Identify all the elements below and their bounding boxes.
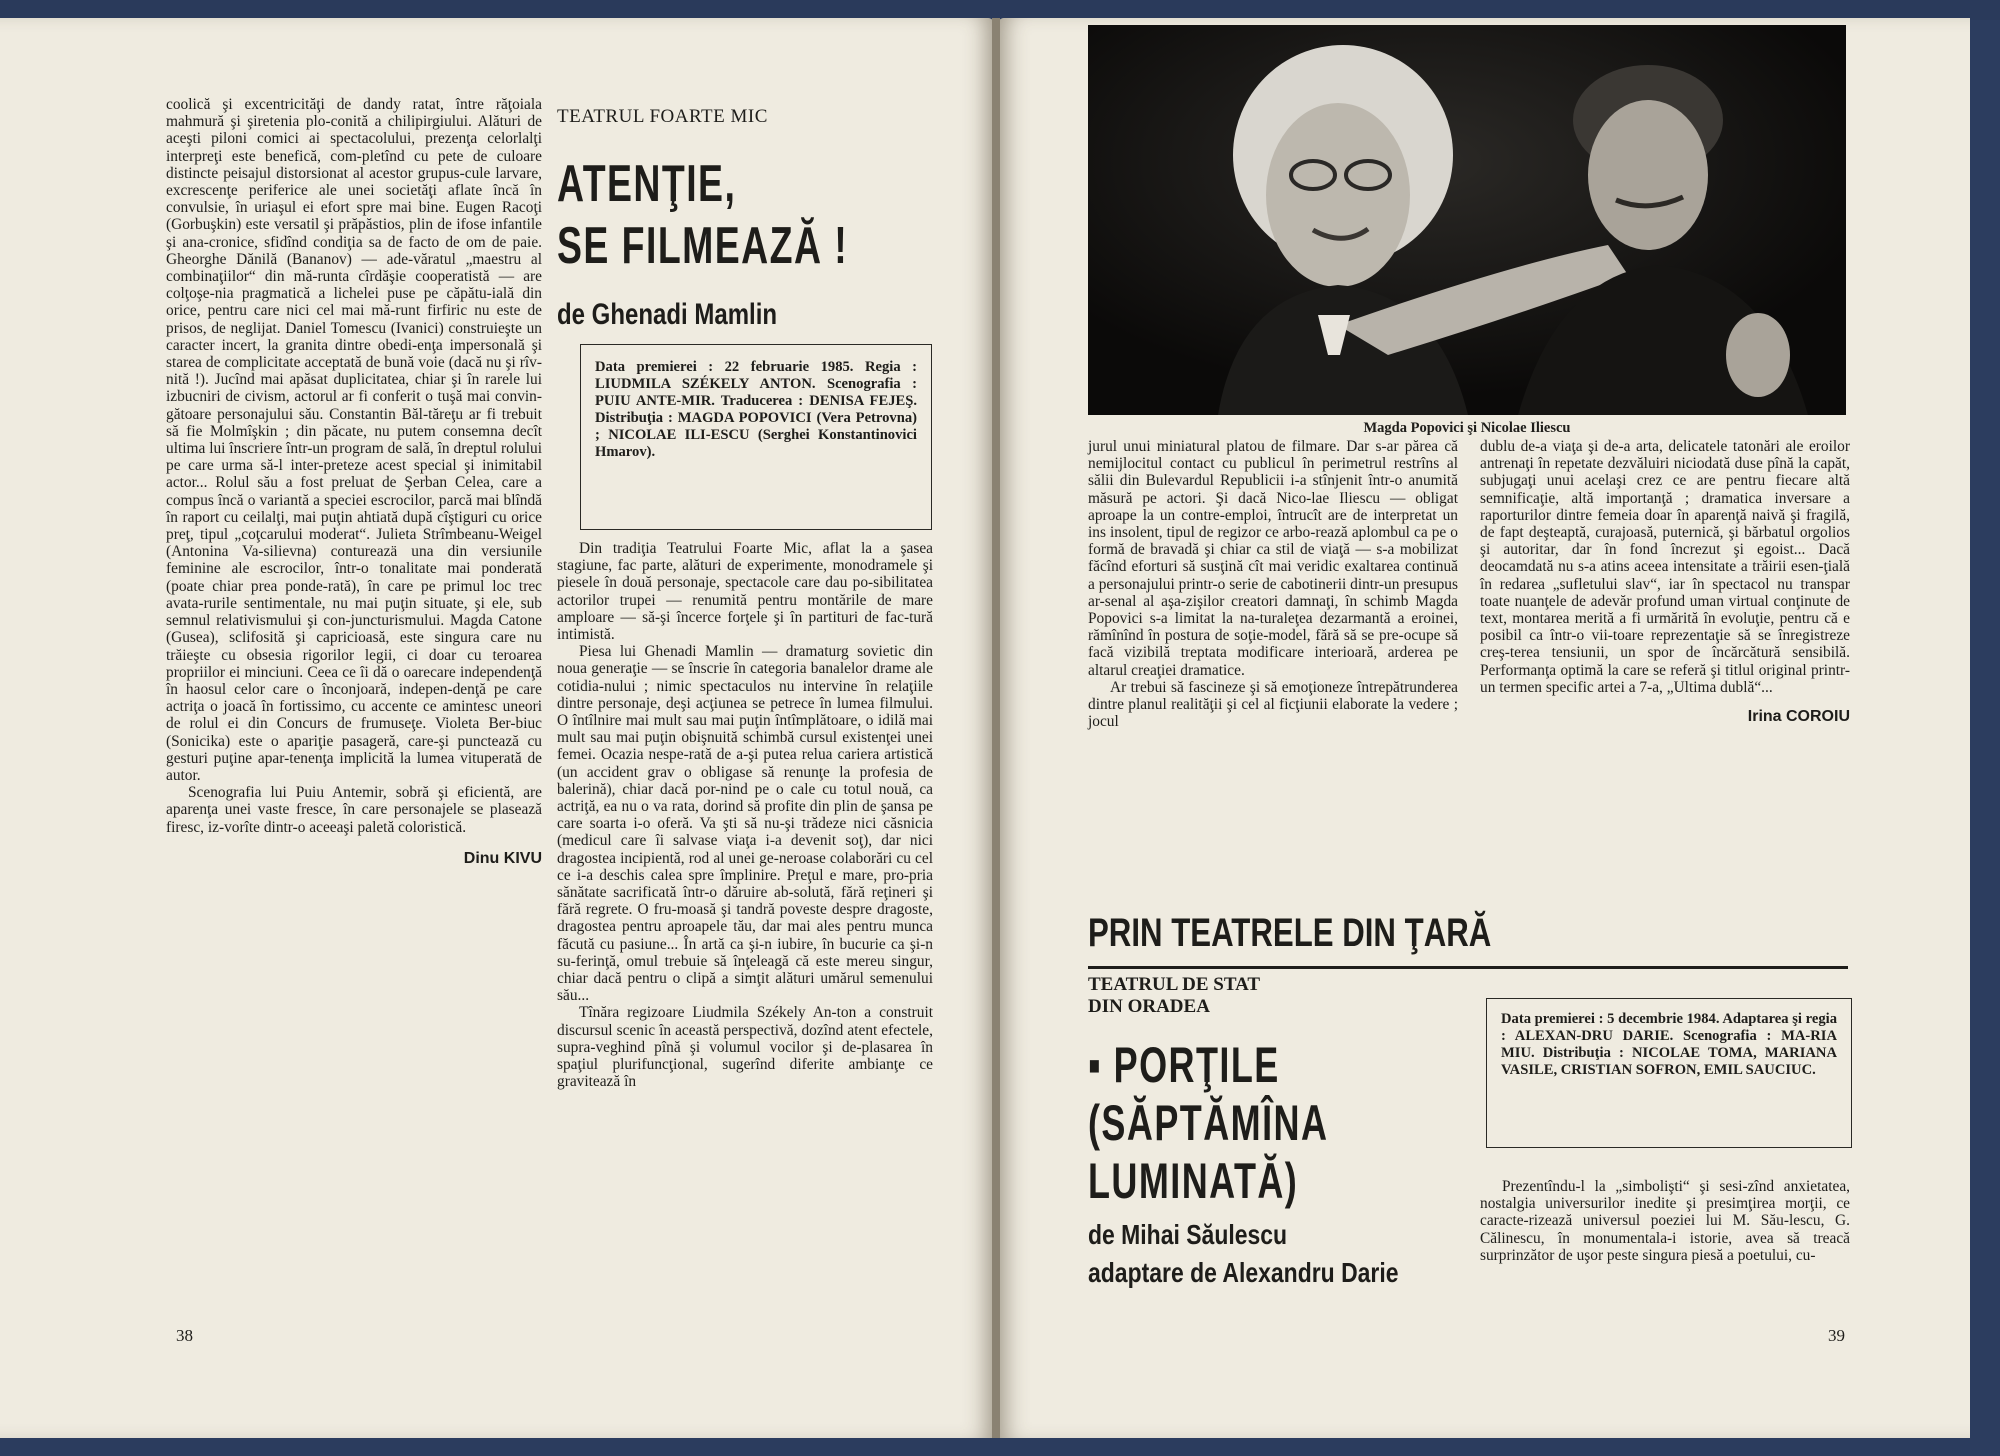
review-paragraph: Scenografia lui Puiu Antemir, sobră şi eficientă, are aparenţa unei vaste fresce, în care personajele se plasează firesc, iz-vorîte dintr-o aceeaşi paletă coloristică. (166, 784, 542, 836)
second-byline-line1: de Mihai Săulescu (1088, 1219, 1288, 1250)
photo-caption: Magda Popovici şi Nicolae Iliescu (1363, 420, 1571, 436)
production-credits: Data premierei : 5 decembrie 1984. Adaptarea şi regia : ALEXAN-DRU DARIE. Scenografia : MA-RIA MIU. Distribuţia : NICOLAE TOMA, MARIANA VASILE, CRISTIAN SOFRON, EMIL SAUCIUC. (1501, 1011, 1837, 1078)
article-paragraph: Ar trebui să fascineze şi să emoţioneze întrepătrunderea dintre planul realităţii şi cel al ficţiunii elaborate la vedere ; jocul (1088, 678, 1458, 731)
article-column (557, 540, 933, 1091)
author-signature: Dinu KIVU (463, 849, 542, 867)
article-title-line2: SE FILMEAZĂ ! (557, 217, 849, 275)
section-rule (1088, 966, 1848, 969)
article-paragraph: Din tradiţia Teatrului Foarte Mic, aflat la a şasea stagiune, fac parte, alături de experimente, monodramele şi piesele în două personaje, spectacole care dau po-sibilitatea actorilor trupei — renumită pentru montările de mare amploare — să-şi încerce forţele şi în partituri de fac-tură intimistă. (557, 540, 933, 644)
article-paragraph: jurul unui miniatural platou de filmare. Dar s-ar părea că nemijlocitul contact cu publicul în perimetrul restrîns al sălii din Bulevardul Republicii i-a stînjenit într-o anumită măsură pe actori. Şi dacă Nico-lae Iliescu — obligat aproape la un contre-emploi, întrucît are de interpretat un ins insolent, tipul de regizor ce arbo-rează aplombul ca pe o formă de bravadă şi chiar ca stil de viaţă — s-a mobilizat făcînd eforturi să susţină cît mai veridic exaltarea continuă a personajului printr-o serie de cabotinerii dintr-un presupus ar-senal al aşa-zişilor creatori damnaţi, în schimb Magda Popovici s-a limitat la na-turaleţea dezarmantă a eroinei, rămînînd în postura de soţie-model, fără să se pre-ocupe să facă vizibilă treptata modificare interioară, arderea pe altarul creaţiei dramatice. (1088, 438, 1458, 679)
second-article-header (1088, 974, 1468, 1292)
article-paragraph: Prezentîndu-l la „simbolişti“ şi sesi-zînd anxietatea, nostalgia universurilor inedite şi presimţirea morţii, ce caracte-rizează universul poeziei lui M. Său-lescu, G. Călinescu, în monumentala-i istorie, avea să treacă surprinzător de uşor peste singura piesă a poetului, cu- (1480, 1178, 1850, 1264)
second-title-line1: ▪ PORŢILE (1088, 1037, 1280, 1093)
right-page (998, 18, 1970, 1438)
article-paragraph: Piesa lui Ghenadi Mamlin — dramaturg sovietic din noua generaţie — se înscrie în categoria banalelor drame ale cotidia-nului ; nimic spectaculos nu intervine în relaţiile dintre personaje, deşi acţiunea se petrece în lumea filmului. O întîlnire mai mult sau mai puţin întîmplătoare, o idilă mai mult sau mai puţin obişnuită schimbă cursul existenţei unei femei. Ocazia nespe-rată de a-şi putea relua cariera artistică (un accident grav o obligase să renunţe la profesia de balerină), chiar dacă por-nind pe o cale cu totul nouă, ca actriţă, ea nu o va rata, dorind să profite din plin de şansa pe care soarta i-o oferă. Va şti să nu-şi trădeze nici căsnicia (medicul care îi salvase viaţa i-a devenit soţ), dar nici dragostea incipientă, rod al unei ge-neroase colaborări cu cel ce i-a deschis calea spre împlinire. Preţul e mare, pro-pria sănătate sacrificată într-o dăruire ab-solută, fără reţineri şi fără regrete. O fru-moasă şi tandră poveste despre dragoste, dragostea pentru aproapele tău, dar mai ales pentru munca făcută cu pasiune... În artă ca şi-n iubire, în bucurie ca şi-n su-ferinţă, omul trebuie să înţeleagă că este mereu singur, chiar dacă pentru o clipă a simţit alături umărul semenului său... (557, 643, 933, 1005)
left-page (0, 18, 994, 1438)
second-byline-line2: adaptare de Alexandru Darie (1088, 1257, 1399, 1288)
theatre-kicker-line1: TEATRUL DE STAT (1088, 974, 1261, 995)
book-cover-edge (1970, 20, 2000, 1456)
production-credits: Data premierei : 22 februarie 1985. Regia : LIUDMILA SZÉKELY ANTON. Scenografia : PUIU ANTE-MIR. Traducerea : DENISA FEJEŞ. Distribuţia : MAGDA POPOVICI (Vera Petrovna) ; NICOLAE ILI-ESCU (Serghei Konstantinovici Hmarov). (595, 359, 917, 460)
author-signature: Irina COROIU (1747, 708, 1850, 726)
theatre-kicker (1088, 974, 1468, 1018)
article-byline: de Ghenadi Mamlin (557, 298, 778, 331)
actors-photo-image (1088, 25, 1846, 415)
second-title-line2: (SĂPTĂMÎNA (1088, 1095, 1329, 1151)
theatre-kicker: TEATRUL FOARTE MIC (557, 106, 768, 127)
theatre-kicker-line2: DIN ORADEA (1088, 996, 1210, 1017)
production-photo (1088, 25, 1846, 415)
second-title-line3: LUMINATĂ) (1088, 1153, 1299, 1209)
section-title: PRIN TEATRELE DIN ŢARĂ (1088, 911, 1492, 955)
right-column-a (1088, 438, 1458, 730)
production-infobox (1486, 998, 1852, 1148)
page-number-left: 38 (176, 1326, 193, 1345)
article-title-line1: ATENŢIE, (557, 155, 737, 213)
review-paragraph: coolică şi excentricităţi de dandy ratat, între răţoiala mahmură şi şiretenia plo-conită a chilipirgiului. Alături de aceşti piloni comici ai spectacolului, prezenţa celorlalţi interpreţi este benefică, com-pletînd cu pete de culoare distincte peisajul distorsionat al acestor grupus-cule larvare, excrescenţe periferice ale unei societăţi aflate încă în convulsie, în uriaşul ei efort spre mai bine. Eugen Racoţi (Gorbuşkin) este versatil şi prăpăstios, plin de ifose infantile şi ana-cronice, sfidînd condiţia sa de facto de om de paie. Gheorghe Dănilă (Bananov) — ade-văratul „maestru al combinaţiilor“ din mă-runta cîrdăşie cooperatistă — are colţoşe-nia pragmatică a lichelei puse pe căpătu-ială din orice, pentru care nici cel mai mă-runt firfiric nu este de prisos, de neglijat. Daniel Tomescu (Ivanici) construieşte un caracter incert, la granita dintre obedi-enţa impersonală şi starea de complicitate acceptată de bună voie (dacă nu şi rîv-nită !). Jucînd mai apăsat duplicitatea, chiar şi în rarele lui izbucniri de civism, actorul ar fi conferit o tuşă mai convin-gătoare personajului său. Constantin Băl-tăreţu ar fi trebuit să fie Molmîşkin ; din păcate, nu putem consemna decît ultima lui înscriere într-un program de sală, în dreptul rolului pe care urma să-l inter-preteze acest special şi inimitabil actor... Rolul său a fost preluat de Şerban Celea, care a compus încă o variantă a speciei escrocilor, parcă mai blîndă în raport cu ceilalţi, mai puţin ahtiată după cîştiguri cu orice preţ, tipul „coţcarului moderat“. Julieta Strîmbeanu-Weigel (Antonina Va-silievna) contureazä una din versiunile feminine ale escrocilor, într-o tonalitate mai ponderată (poate chiar prea ponde-rată), în care pe primul loc trec avata-rurile sentimentale, nu mai puţin situate, şi ele, sub semnul relativismului şi con-juncturismului. Magda Catone (Gusea), sclifosită şi capricioasă, este singura care nu trăieşte cu obsesia rigorilor legii, ci doar cu teroarea propriilor ei minciuni. Ceea ce îi dă o oarecare independenţă în haosul celor care o înconjoară, indepen-denţă pe care actriţa o joacă în fortissimo, cu accente ce amintesc uneori de rolul ei din Concurs de frumuseţe. Violeta Ber-biuc (Sonicika) este o apariţie pasageră, care-şi punctează cu gesturi puţine apar-tenenţa implicită la lumea vituperată de autor. (166, 96, 542, 784)
article-header (557, 106, 937, 332)
article-paragraph: dublu de-a viaţa şi de-a arta, delicatele tatonări ale eroilor antrenaţi în repetate dezvăluiri niciodată duse pînă la capăt, subjugaţi unui acelaşi crez ce are pentru fiecare altă semnificaţie, altă importanţă ; dramatica inversare a raporturilor dintre femeia doar în aparenţă naivă şi fragilă, de fapt deşteaptă, curajoasă, puternică, şi bărbatul orgolios şi autoritar, dar în fond încrezut şi egoist... Dacă deocamdată nu s-a atins aceea intensitate a trăirii esen-ţială în redarea „sufletului slav“, iar în spectacol nu transpar toate nuanţele de adevăr profund uman virtual conţinute de text, montarea merită a fi urmărită în evoluţie, pentru că e posibil ca într-o vii-toare reprezentaţie să se înregistreze creş-terea tensiunii, un spor de încărcătură sensibilă. Performanţa optimă la care se referă şi titlul original printr-un termen specific artei a 7-a, „Ultima dublă“... (1480, 438, 1850, 696)
right-column-b (1480, 438, 1850, 725)
page-gutter (992, 18, 1000, 1438)
page-number-right: 39 (1828, 1326, 1845, 1345)
section-header (1088, 911, 1848, 956)
left-column-review (166, 96, 542, 867)
second-article-column (1480, 1178, 1850, 1264)
article-paragraph: Tînăra regizoare Liudmila Székely An-ton a construit discursul scenic în această perspectivă, dozînd atent efectele, supra-veghind pînă şi volumul vocilor şi de-plasarea în spaţiul plurifuncţional, sugerînd diferite ambianţe ce gravitează în (557, 1004, 933, 1091)
production-infobox (580, 344, 932, 530)
